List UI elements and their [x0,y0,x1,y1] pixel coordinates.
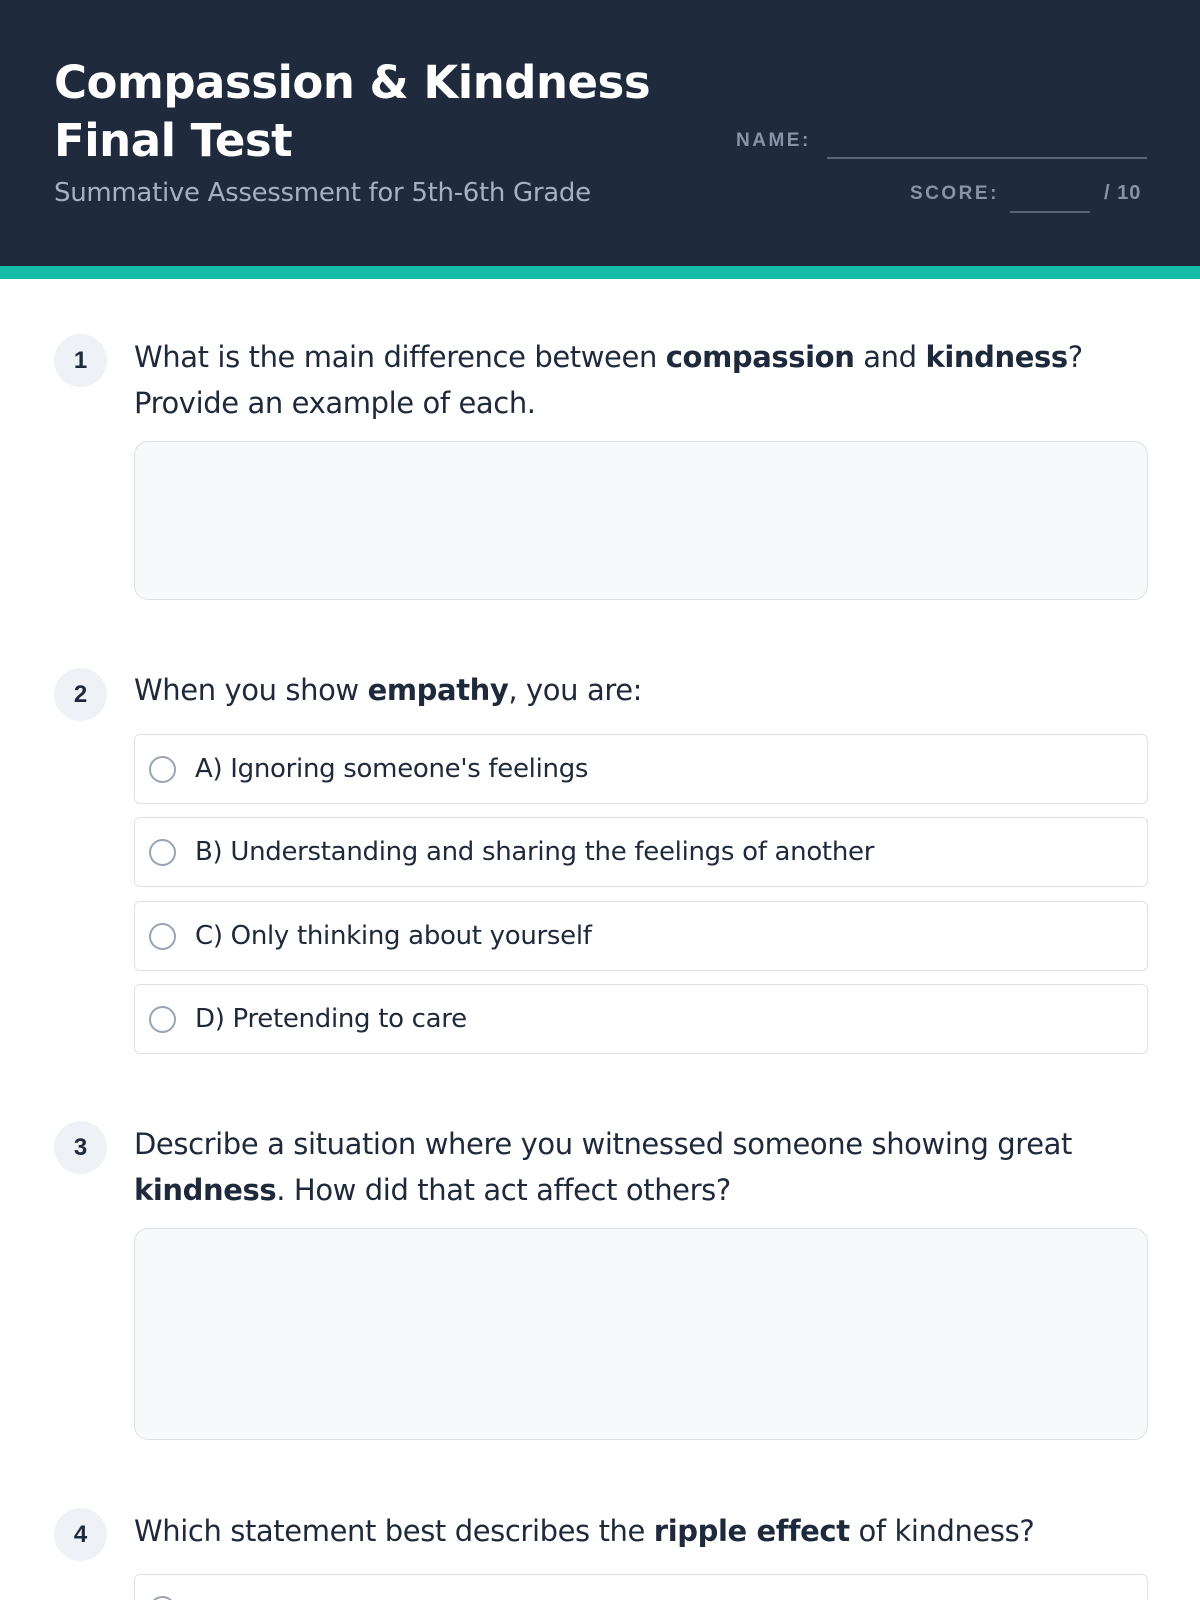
q2-option-c[interactable] [134,901,1148,971]
q4-term-ripple-effect: ripple effect [653,1514,850,1548]
score-label: SCORE: [910,183,999,204]
option-label: C) Only thinking about yourself [195,921,592,951]
q4-option-a[interactable] [134,1574,1148,1600]
answer-box-3[interactable] [134,1228,1148,1440]
title-line-1: Compassion & Kindness [54,56,651,109]
score-total: / 10 [1104,182,1142,204]
option-label: B) Understanding and sharing the feelings of another [195,837,875,867]
option-label: D) Pretending to care [195,1004,467,1034]
question-number-1: 1 [54,334,107,387]
q4-text-b: of kindness? [849,1514,1035,1548]
q1-text-b: and [854,340,926,374]
q4-text-a: Which statement best describes the [134,1514,654,1548]
q3-term-kindness: kindness [134,1173,277,1207]
question-text-3 [134,1121,1134,1213]
q1-term-compassion: compassion [665,340,855,374]
radio-button[interactable] [149,756,176,783]
test-header [0,0,1200,266]
question-number-3: 3 [54,1121,107,1174]
q2-option-b[interactable] [134,817,1148,887]
question-number-2: 2 [54,668,107,721]
q2-text-a: When you show [134,673,368,707]
test-subtitle: Summative Assessment for 5th-6th Grade [54,178,591,208]
test-title [54,54,674,170]
question-text-4 [134,1508,1134,1554]
q3-text-b: . How did that act affect others? [276,1173,731,1207]
q2-term-empathy: empathy [367,673,509,707]
title-line-2: Final Test [54,114,293,167]
q1-term-kindness: kindness [925,340,1068,374]
radio-button[interactable] [149,1006,176,1033]
radio-button[interactable] [149,839,176,866]
q3-text-a: Describe a situation where you witnessed someone showing great [134,1127,1072,1161]
radio-button[interactable] [149,923,176,950]
q2-text-b: , you are: [508,673,643,707]
score-field-line[interactable] [1010,211,1090,213]
q1-text-c: ? Provide an example of each. [134,340,1083,420]
option-label: A) Ignoring someone's feelings [195,754,589,784]
name-field-line[interactable] [827,157,1147,159]
question-number-4: 4 [54,1508,107,1561]
question-text-1 [134,334,1134,426]
answer-box-1[interactable] [134,441,1148,600]
question-text-2 [134,667,1134,713]
q2-option-a[interactable] [134,734,1148,804]
accent-bar [0,266,1200,279]
name-label: NAME: [736,130,811,151]
radio-button[interactable] [149,1596,176,1600]
q2-option-d[interactable] [134,984,1148,1054]
q1-text-a: What is the main difference between [134,340,666,374]
